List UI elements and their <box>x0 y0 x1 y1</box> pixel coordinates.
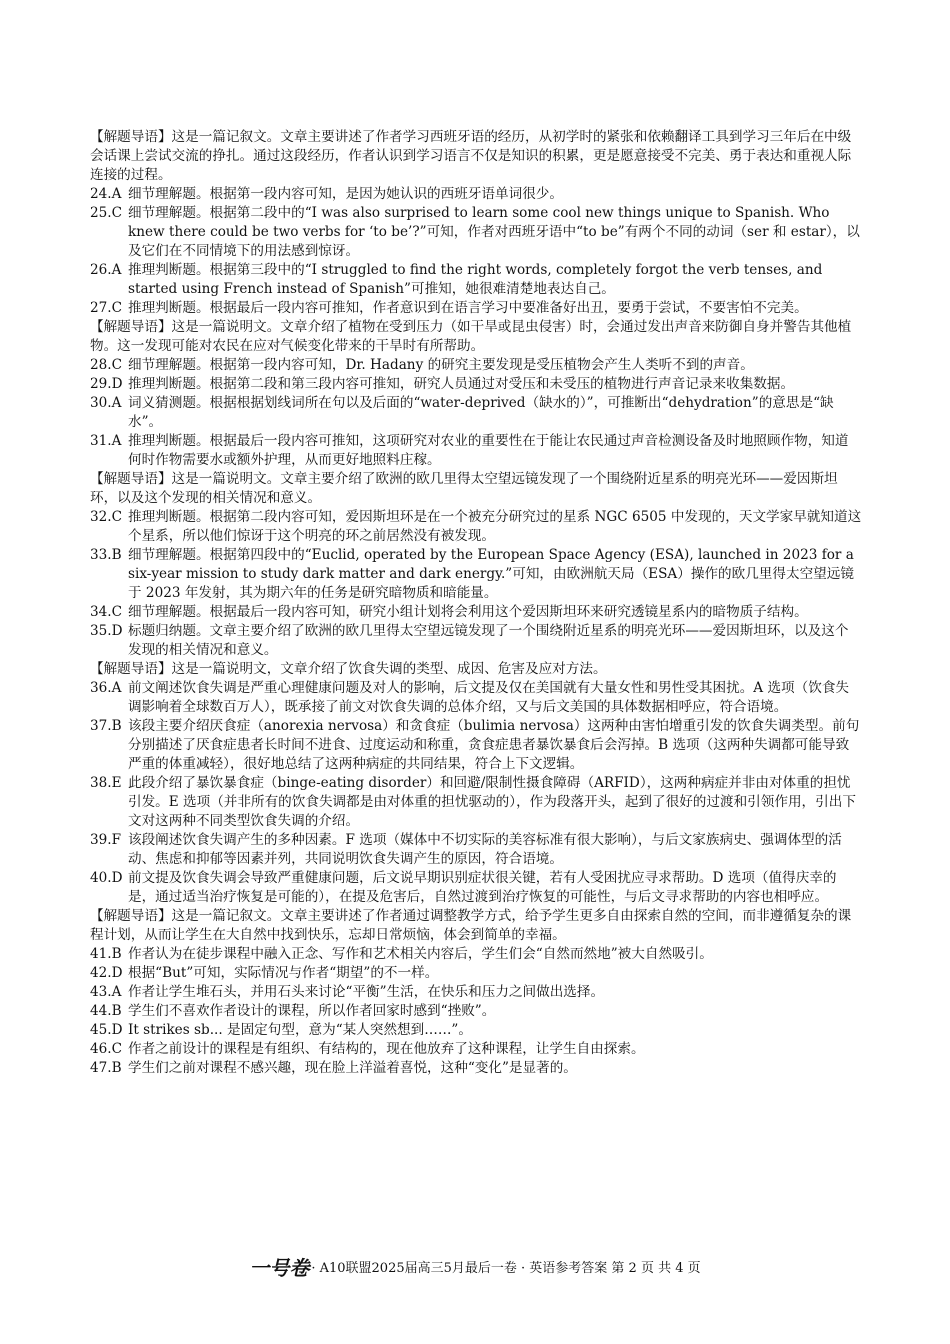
answer-number: 28.C <box>90 357 123 373</box>
answer-number: 24.A <box>90 186 122 202</box>
answer-item <box>90 1021 862 1040</box>
answer-key-body <box>90 128 862 1078</box>
answer-explanation: 细节理解题。根据最后一段内容可知，研究小组计划将会利用这个爱因斯坦环来研究透镜星系内的暗物质子结构。 <box>128 604 808 620</box>
passage-intro: 【解题导语】这是一篇说明文，文章介绍了饮食失调的类型、成因、危害及应对方法。 <box>90 661 607 677</box>
answer-explanation: 该段主要介绍厌食症（anorexia nervosa）和贪食症（bulimia nervosa）这两种由害怕增重引发的饮食失调类型。前句分别描述了厌食症患者长时间不进食、过度运动和称重，贪食症患者暴饮暴食后会泻掉。B 选项（这两种失调都可能导致严重的体重减轻），很好地总结了这两种病症的共同结果，符合上下文逻辑。 <box>128 718 860 772</box>
answer-number: 43.A <box>90 984 122 1000</box>
answer-explanation: 学生们之前对课程不感兴趣，现在脸上洋溢着喜悦，这种“变化”是显著的。 <box>128 1060 577 1076</box>
answer-explanation: 推理判断题。根据最后一段内容可推知，这项研究对农业的重要性在于能让农民通过声音检测设备及时地照顾作物，知道何时作物需要水或额外护理，从而更好地照料庄稼。 <box>128 433 849 468</box>
page-footer <box>0 1252 950 1281</box>
answer-item <box>90 185 862 204</box>
answer-number: 34.C <box>90 604 123 620</box>
answer-item <box>90 375 862 394</box>
answer-number: 36.A <box>90 680 122 696</box>
answer-explanation: 细节理解题。根据第一段内容可知，Dr. Hadany 的研究主要发现是受压植物会产生人类听不到的声音。 <box>128 357 754 373</box>
publisher-logo: 一号卷 <box>249 1256 310 1280</box>
answer-explanation: 推理判断题。根据第三段中的“I struggled to find the right words, completely forgot the verb tenses, and started using French instead of Spanish”可推知，她很难清楚地表达自己。 <box>128 262 823 297</box>
answer-number: 47.B <box>90 1060 122 1076</box>
answer-item <box>90 1040 862 1059</box>
answer-item <box>90 945 862 964</box>
answer-item <box>90 1059 862 1078</box>
passage-intro: 【解题导语】这是一篇说明文。文章主要介绍了欧洲的欧几里得太空望远镜发现了一个围绕附近星系的明亮光环——爱因斯坦环，以及这个发现的相关情况和意义。 <box>90 471 838 506</box>
answer-item <box>90 204 862 261</box>
passage-intro: 【解题导语】这是一篇说明文。文章介绍了植物在受到压力（如干旱或昆虫侵害）时，会通过发出声音来防御自身并警告其他植物。这一发现可能对农民在应对气候变化带来的干旱时有所帮助。 <box>90 319 852 354</box>
answer-item <box>90 432 862 470</box>
answer-explanation: 推理判断题。根据第二段和第三段内容可推知，研究人员通过对受压和未受压的植物进行声音记录来收集数据。 <box>128 376 795 392</box>
answer-number: 44.B <box>90 1003 122 1019</box>
answer-explanation: 细节理解题。根据第四段中的“Euclid, operated by the European Space Agency (ESA), launched in 2023 for a six-year mission to study dark matter and dark energy.”可知，由欧洲航天局（ESA）操作的欧几里得太空望远镜于 2023 年发射，其为期六年的任务是研究暗物质和暗能量。 <box>128 547 854 601</box>
answer-explanation: It strikes sb... 是固定句型，意为“某人突然想到……”。 <box>128 1022 472 1038</box>
passage-intro: 【解题导语】这是一篇记叙文。文章主要讲述了作者通过调整教学方式，给予学生更多自由探索自然的空间，而非遵循复杂的课程计划，从而让学生在大自然中找到快乐，忘却日常烦恼，体会到简单的幸福。 <box>90 908 852 943</box>
answer-item <box>90 869 862 907</box>
answer-number: 26.A <box>90 262 122 278</box>
answer-number: 31.A <box>90 433 122 449</box>
answer-explanation: 推理判断题。根据最后一段内容可推知，作者意识到在语言学习中要准备好出丑，要勇于尝试，不要害怕不完美。 <box>128 300 808 316</box>
answer-explanation: 细节理解题。根据第二段中的“I was also surprised to learn some cool new things unique to Spanish. Who knew there could be two verbs for ‘to be’?”可知，作者对西班牙语中“to be”有两个不同的动词（ser 和 estar），以及它们在不同情境下的用法感到惊讶。 <box>128 205 860 259</box>
answer-number: 29.D <box>90 376 123 392</box>
answer-item <box>90 831 862 869</box>
answer-number: 37.B <box>90 718 122 734</box>
answer-item <box>90 356 862 375</box>
answer-explanation: 作者让学生堆石头，并用石头来讨论“平衡”生活，在快乐和压力之间做出选择。 <box>128 984 605 1000</box>
answer-explanation: 此段介绍了暴饮暴食症（binge-eating disorder）和回避/限制性摄食障碍（ARFID），这两种病症并非由对体重的担忧引发。E 选项（并非所有的饮食失调都是由对体重的担忧驱动的），作为段落开头，起到了很好的过渡和引领作用，引出下文对这两种不同类型饮食失调的介绍。 <box>128 775 856 829</box>
answer-explanation: 标题归纳题。文章主要介绍了欧洲的欧几里得太空望远镜发现了一个围绕附近星系的明亮光环——爱因斯坦环，以及这个发现的相关情况和意义。 <box>128 623 849 658</box>
answer-number: 40.D <box>90 870 123 886</box>
answer-item <box>90 261 862 299</box>
answer-number: 45.D <box>90 1022 123 1038</box>
answer-number: 32.C <box>90 509 123 525</box>
answer-number: 39.F <box>90 832 122 848</box>
answer-explanation: 推理判断题。根据第二段内容可知，爱因斯坦环是在一个被充分研究过的星系 NGC 6505 中发现的，天文学家早就知道这个星系，所以他们惊讶于这个明亮的环之前居然没有被发现。 <box>128 509 862 544</box>
answer-explanation: 作者认为在徒步课程中融入正念、写作和艺术相关内容后，学生们会“自然而然地”被大自然吸引。 <box>128 946 713 962</box>
answer-item <box>90 717 862 774</box>
answer-explanation: 前文阐述饮食失调是严重心理健康问题及对人的影响，后文提及仅在美国就有大量女性和男性受其困扰。A 选项（饮食失调影响着全球数百万人），既承接了前文对饮食失调的总体介绍，又与后文美国的具体数据相呼应，符合语境。 <box>128 680 850 715</box>
answer-explanation: 根据“But”可知，实际情况与作者“期望”的不一样。 <box>128 965 439 981</box>
answer-explanation: 细节理解题。根据第一段内容可知，是因为她认识的西班牙语单词很少。 <box>128 186 563 202</box>
passage-intro: 【解题导语】这是一篇记叙文。文章主要讲述了作者学习西班牙语的经历，从初学时的紧张和依赖翻译工具到学习三年后在中级会话课上尝试交流的挣扎。通过这段经历，作者认识到学习语言不仅是知识的积累，更是愿意接受不完美、勇于表达和重视人际连接的过程。 <box>90 129 852 183</box>
answer-item <box>90 679 862 717</box>
footer-text: · A10联盟2025届高三5月最后一卷 · 英语参考答案 第 2 页 共 4 页 <box>311 1261 701 1276</box>
answer-item <box>90 964 862 983</box>
answer-item <box>90 774 862 831</box>
answer-item <box>90 394 862 432</box>
answer-item <box>90 622 862 660</box>
answer-explanation: 词义猜测题。根据根据划线词所在句以及后面的“water-deprived（缺水的）”，可推断出“dehydration”的意思是“缺水”。 <box>128 395 834 430</box>
answer-number: 27.C <box>90 300 123 316</box>
answer-number: 42.D <box>90 965 123 981</box>
answer-number: 33.B <box>90 547 122 563</box>
answer-item <box>90 603 862 622</box>
answer-number: 30.A <box>90 395 122 411</box>
answer-explanation: 该段阐述饮食失调产生的多种因素。F 选项（媒体中不切实际的美容标准有很大影响），与后文家族病史、强调体型的活动、焦虑和抑郁等因素并列，共同说明饮食失调产生的原因，符合语境。 <box>128 832 842 867</box>
answer-number: 41.B <box>90 946 122 962</box>
answer-number: 38.E <box>90 775 122 791</box>
answer-explanation: 学生们不喜欢作者设计的课程，所以作者回家时感到“挫败”。 <box>128 1003 496 1019</box>
answer-explanation: 作者之前设计的课程是有组织、有结构的，现在他放弃了这种课程，让学生自由探索。 <box>128 1041 645 1057</box>
answer-explanation: 前文提及饮食失调会导致严重健康问题，后文说早期识别症状很关键，若有人受困扰应寻求帮助。D 选项（值得庆幸的是，通过适当治疗恢复是可能的），在提及危害后，自然过渡到治疗恢复的可能性，与后文寻求帮助的内容也相呼应。 <box>128 870 837 905</box>
answer-item <box>90 983 862 1002</box>
answer-number: 25.C <box>90 205 123 221</box>
answer-number: 35.D <box>90 623 123 639</box>
answer-item <box>90 1002 862 1021</box>
answer-item <box>90 508 862 546</box>
answer-item <box>90 299 862 318</box>
answer-number: 46.C <box>90 1041 123 1057</box>
answer-item <box>90 546 862 603</box>
